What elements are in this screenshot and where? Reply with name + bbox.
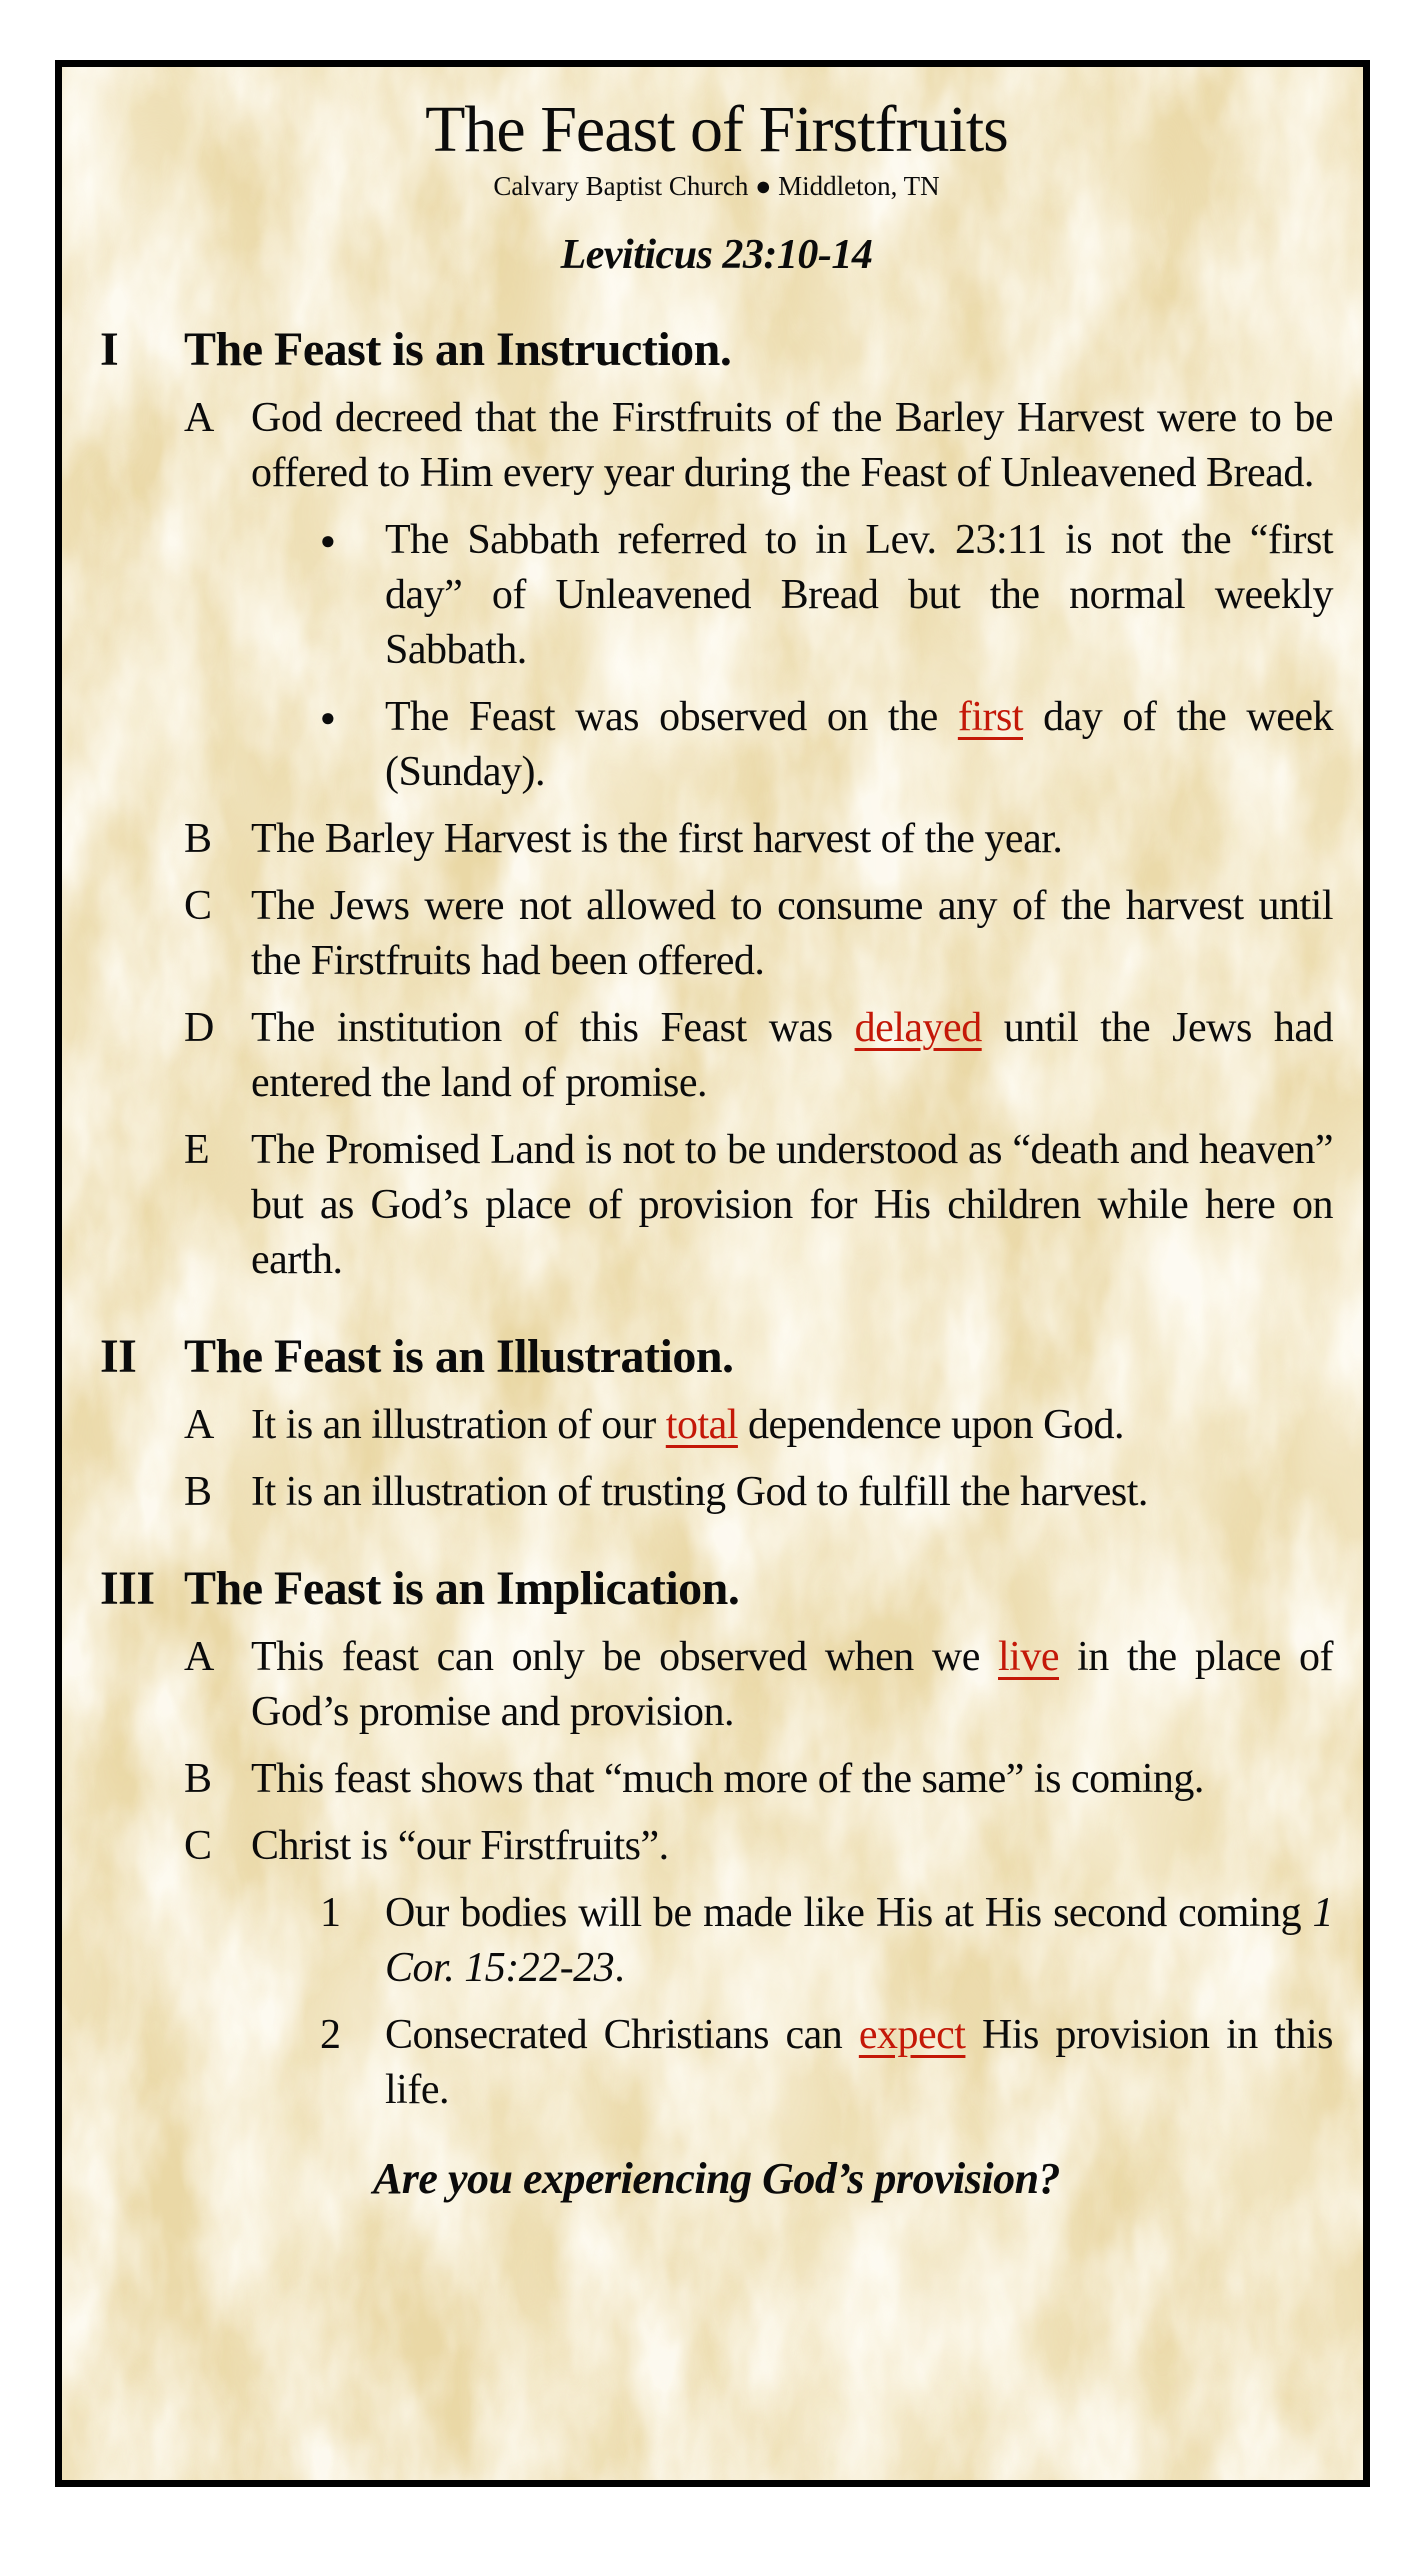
outline-subitem [100, 1886, 1333, 1996]
emphasized-word: live [998, 1634, 1059, 1680]
church-subtitle: Calvary Baptist Church ● Middleton, TN [493, 171, 940, 201]
outline-item [100, 1465, 1333, 1520]
item-label: C [184, 1823, 213, 1869]
item-label: B [184, 816, 213, 862]
text-run: Consecrated Christians can [385, 2012, 859, 2058]
item-text [251, 812, 1333, 867]
outline-subitem [100, 513, 1333, 678]
text-run: The Barley Harvest is the first harvest of the year. [251, 816, 1063, 862]
section-heading [100, 321, 1333, 379]
text-run: This feast can only be observed when we [251, 1634, 999, 1680]
closing-question: Are you experiencing God’s provision? [372, 2154, 1061, 2203]
document-frame [55, 60, 1370, 2487]
section-heading-text: The Feast is an Implication. [184, 1562, 740, 1615]
text-run: dependence upon God. [737, 1402, 1124, 1448]
item-text [385, 513, 1333, 678]
item-text [251, 1630, 1333, 1740]
document-header [100, 91, 1333, 281]
emphasized-word: total [665, 1402, 738, 1448]
outline-item [100, 1752, 1333, 1807]
outline-item [100, 1123, 1333, 1288]
item-label: B [184, 1756, 213, 1802]
section-heading-text: The Feast is an Illustration. [184, 1330, 734, 1383]
item-label: A [184, 395, 215, 441]
bullet-icon: ● [320, 526, 336, 555]
emphasized-word: delayed [854, 1005, 982, 1051]
bullet-icon: ● [320, 703, 336, 732]
item-text [385, 690, 1333, 800]
outline-item [100, 812, 1333, 867]
item-label: D [184, 1005, 215, 1051]
section-heading [100, 1560, 1333, 1618]
text-run: His provision in this life. [385, 2012, 1333, 2113]
emphasized-word: first [957, 694, 1023, 740]
outline-item [100, 391, 1333, 501]
outline-section-III [100, 1560, 1333, 2118]
text-run: It is an illustration of our [251, 1402, 666, 1448]
scripture-reference: 1 Cor. 15:22-23 [385, 1890, 1333, 1991]
text-run: The Feast was observed on the [385, 694, 958, 740]
scripture-heading: Leviticus 23:10-14 [560, 232, 873, 278]
outline-item [100, 1001, 1333, 1111]
section-heading-text: The Feast is an Instruction. [184, 323, 732, 376]
text-run: in the place of God’s promise and provision. [251, 1634, 1334, 1735]
outline-sections [100, 321, 1333, 2118]
section-heading [100, 1328, 1333, 1386]
outline-item [100, 879, 1333, 989]
text-run: The Jews were not allowed to consume any of the harvest until the Firstfruits had been offered. [251, 883, 1333, 984]
item-label: C [184, 883, 213, 929]
text-run: The Promised Land is not to be understood as “death and heaven” but as God’s place of provision for His children while here on earth. [251, 1127, 1333, 1283]
item-text [251, 1752, 1333, 1807]
document-content [62, 67, 1363, 2206]
outline-subitem [100, 690, 1333, 800]
text-run: . [614, 1945, 625, 1991]
item-text [385, 1886, 1333, 1996]
outline-item [100, 1398, 1333, 1453]
text-run: God decreed that the Firstfruits of the Barley Harvest were to be offered to Him every year during the Feast of Unleavened Bread. [251, 395, 1333, 496]
section-numeral: II [100, 1330, 137, 1383]
item-text [251, 1465, 1333, 1520]
item-text [251, 1123, 1333, 1288]
outline-section-I [100, 321, 1333, 1288]
item-text [385, 2008, 1333, 2118]
item-label: B [184, 1469, 213, 1515]
section-numeral: I [100, 323, 119, 376]
item-label: E [184, 1127, 210, 1173]
text-run: The Sabbath referred to in Lev. 23:11 is not the “first day” of Unleavened Bread but the normal weekly Sabbath. [385, 517, 1333, 673]
item-label: A [184, 1634, 215, 1680]
item-text [251, 1001, 1333, 1111]
outline-item [100, 1819, 1333, 1874]
text-run: The institution of this Feast was [251, 1005, 855, 1051]
outline-subitem [100, 2008, 1333, 2118]
item-text [251, 1398, 1333, 1453]
text-run: until the Jews had entered the land of promise. [251, 1005, 1334, 1106]
outline-section-II [100, 1328, 1333, 1520]
emphasized-word: expect [858, 2012, 966, 2058]
text-run: Christ is “our Firstfruits”. [251, 1823, 669, 1869]
text-run: It is an illustration of trusting God to fulfill the harvest. [251, 1469, 1148, 1515]
document-title: The Feast of Firstfruits [425, 93, 1008, 166]
section-numeral: III [100, 1562, 155, 1615]
outline-item [100, 1630, 1333, 1740]
item-label: A [184, 1402, 215, 1448]
text-run: This feast shows that “much more of the same” is coming. [251, 1756, 1204, 1802]
subitem-number: 2 [320, 2012, 341, 2058]
subitem-number: 1 [320, 1890, 341, 1936]
item-text [251, 1819, 1333, 1874]
item-text [251, 879, 1333, 989]
text-run: day of the week (Sunday). [385, 694, 1333, 795]
text-run: Our bodies will be made like His at His second coming [385, 1890, 1313, 1936]
item-text [251, 391, 1333, 501]
